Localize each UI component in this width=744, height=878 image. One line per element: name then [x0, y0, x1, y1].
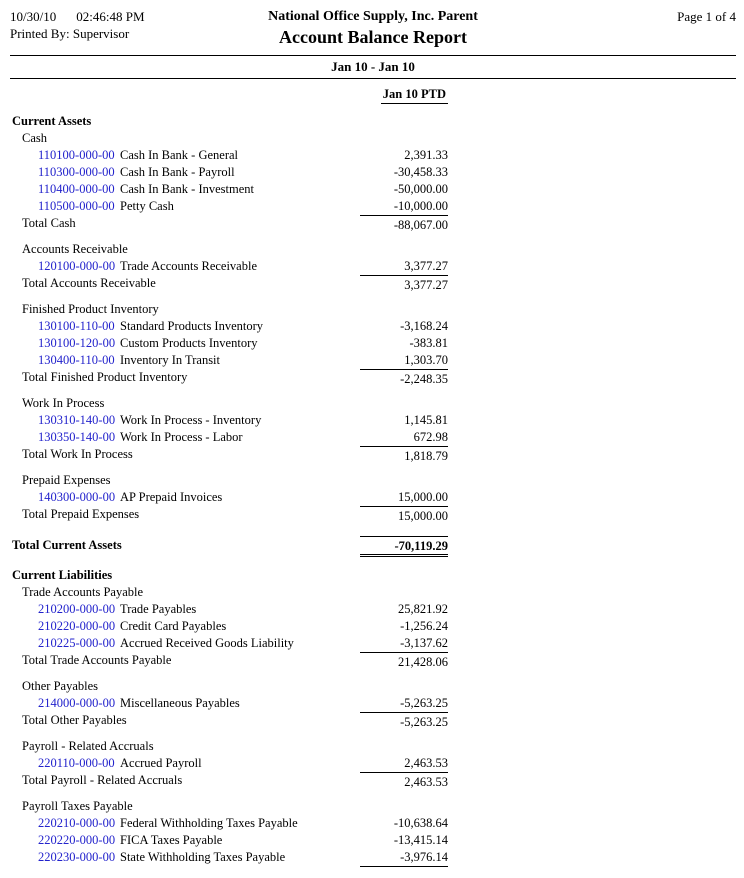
total-label: Total Accounts Receivable — [22, 276, 156, 290]
account-row — [10, 412, 448, 429]
account-number-link[interactable]: 210200-000-00 — [38, 602, 116, 616]
header-rule-bottom — [10, 78, 736, 79]
total-amount: 3,377.27 — [360, 275, 448, 294]
row-total — [10, 652, 448, 672]
company-name: National Office Supply, Inc. Parent — [268, 9, 478, 24]
print-datetime — [10, 8, 200, 25]
row-group — [10, 241, 448, 258]
total-label: Total Work In Process — [22, 447, 133, 461]
account-row — [10, 832, 448, 849]
account-number-link[interactable]: 130310-140-00 — [38, 413, 116, 427]
total-label: Total Prepaid Expenses — [22, 507, 140, 521]
account-description: Work In Process - Labor — [120, 430, 243, 444]
account-number-link[interactable]: 110500-000-00 — [38, 199, 115, 213]
report-rows — [10, 113, 448, 869]
report-header — [10, 8, 736, 49]
total-amount: 21,428.06 — [360, 652, 448, 671]
account-row — [10, 352, 448, 369]
account-amount: -1,256.24 — [400, 619, 448, 633]
account-row — [10, 618, 448, 635]
account-row — [10, 429, 448, 446]
total-amount: 1,818.79 — [360, 446, 448, 465]
account-row — [10, 601, 448, 618]
account-amount: -5,263.25 — [400, 696, 448, 710]
account-description: Federal Withholding Taxes Payable — [120, 816, 298, 830]
account-description: Cash In Bank - Payroll — [120, 165, 235, 179]
row-total — [10, 772, 448, 792]
account-row — [10, 258, 448, 275]
row-total — [10, 506, 448, 526]
row-group — [10, 738, 448, 755]
account-number-link[interactable]: 110300-000-00 — [38, 165, 115, 179]
account-number-link[interactable]: 130100-120-00 — [38, 336, 116, 350]
account-row — [10, 695, 448, 712]
account-description: Petty Cash — [120, 199, 174, 213]
account-number-link[interactable]: 220210-000-00 — [38, 816, 116, 830]
row-total — [10, 712, 448, 732]
row-grand — [10, 536, 448, 557]
row-total — [10, 369, 448, 389]
account-number-link[interactable]: 140300-000-00 — [38, 490, 116, 504]
printed-by: Printed By: Supervisor — [10, 26, 130, 41]
account-row — [10, 489, 448, 506]
account-amount: 1,303.70 — [404, 353, 448, 367]
account-group-label: Prepaid Expenses — [22, 473, 111, 487]
account-row — [10, 318, 448, 335]
row-group — [10, 584, 448, 601]
account-amount: -30,458.33 — [393, 165, 448, 179]
account-group-label: Cash — [22, 131, 47, 145]
report-title: Account Balance Report — [279, 27, 467, 47]
account-number-link[interactable]: 130350-140-00 — [38, 430, 116, 444]
account-description: State Withholding Taxes Payable — [120, 850, 286, 864]
total-label: Total Payroll - Related Accruals — [22, 773, 183, 787]
account-group-label: Other Payables — [22, 679, 99, 693]
account-number-link[interactable]: 210225-000-00 — [38, 636, 116, 650]
account-number-link[interactable]: 110100-000-00 — [38, 148, 115, 162]
total-label: Total Finished Product Inventory — [22, 370, 188, 384]
account-row — [10, 635, 448, 652]
account-amount: -3,137.62 — [400, 636, 448, 650]
total-rule — [360, 866, 448, 868]
row-section — [10, 567, 448, 584]
account-description: Work In Process - Inventory — [120, 413, 262, 427]
row-total — [10, 215, 448, 235]
account-amount: -10,000.00 — [393, 199, 448, 213]
account-group-label: Finished Product Inventory — [22, 302, 159, 316]
account-amount: 1,145.81 — [404, 413, 448, 427]
report-body — [10, 85, 448, 869]
column-header-row — [10, 85, 448, 107]
account-amount: 2,391.33 — [404, 148, 448, 162]
account-description: Cash In Bank - General — [120, 148, 239, 162]
row-endrule — [10, 866, 448, 869]
account-amount: 2,463.53 — [404, 756, 448, 770]
account-number-link[interactable]: 130100-110-00 — [38, 319, 115, 333]
row-total — [10, 275, 448, 295]
header-center — [200, 8, 546, 49]
column-header-jan10-ptd: Jan 10 PTD — [381, 87, 448, 104]
header-left — [10, 8, 200, 42]
account-row — [10, 849, 448, 866]
account-row — [10, 198, 448, 215]
total-label: Total Other Payables — [22, 713, 127, 727]
section-header-label: Current Assets — [12, 114, 92, 128]
account-amount: 3,377.27 — [404, 259, 448, 273]
total-amount: -5,263.25 — [360, 712, 448, 731]
row-group — [10, 130, 448, 147]
account-description: Credit Card Payables — [120, 619, 227, 633]
total-label: Total Trade Accounts Payable — [22, 653, 172, 667]
account-description: Miscellaneous Payables — [120, 696, 240, 710]
account-number-link[interactable]: 220110-000-00 — [38, 756, 115, 770]
account-number-link[interactable]: 214000-000-00 — [38, 696, 116, 710]
account-amount: -3,168.24 — [400, 319, 448, 333]
grand-total-label: Total Current Assets — [12, 538, 122, 552]
report-period: Jan 10 - Jan 10 — [331, 59, 415, 74]
account-description: Accrued Payroll — [120, 756, 202, 770]
account-row — [10, 181, 448, 198]
total-amount: 2,463.53 — [360, 772, 448, 791]
account-amount: 15,000.00 — [398, 490, 448, 504]
row-group — [10, 678, 448, 695]
account-description: FICA Taxes Payable — [120, 833, 223, 847]
account-row — [10, 164, 448, 181]
row-group — [10, 798, 448, 815]
row-spacer-lg — [10, 526, 448, 536]
account-number-link[interactable]: 220220-000-00 — [38, 833, 116, 847]
row-group — [10, 395, 448, 412]
print-time: 02:46:48 PM — [76, 9, 145, 24]
account-amount: -13,415.14 — [393, 833, 448, 847]
account-group-label: Accounts Receivable — [22, 242, 128, 256]
account-number-link[interactable]: 210220-000-00 — [38, 619, 116, 633]
row-group — [10, 301, 448, 318]
account-description: AP Prepaid Invoices — [120, 490, 223, 504]
account-row — [10, 755, 448, 772]
total-amount: -2,248.35 — [360, 369, 448, 388]
account-description: Accrued Received Goods Liability — [120, 636, 294, 650]
section-header-label: Current Liabilities — [12, 568, 113, 582]
account-amount: 25,821.92 — [398, 602, 448, 616]
account-group-label: Payroll Taxes Payable — [22, 799, 133, 813]
row-spacer-lg — [10, 557, 448, 567]
grand-total-amount: -70,119.29 — [360, 536, 448, 557]
row-total — [10, 446, 448, 466]
total-label: Total Cash — [22, 216, 76, 230]
account-row — [10, 147, 448, 164]
page-number: Page 1 of 4 — [677, 9, 736, 24]
account-amount: 672.98 — [413, 430, 448, 444]
account-description: Standard Products Inventory — [120, 319, 264, 333]
row-section — [10, 113, 448, 130]
account-group-label: Payroll - Related Accruals — [22, 739, 154, 753]
account-number-link[interactable]: 220230-000-00 — [38, 850, 116, 864]
account-amount: -50,000.00 — [393, 182, 448, 196]
account-number-link[interactable]: 130400-110-00 — [38, 353, 115, 367]
account-number-link[interactable]: 110400-000-00 — [38, 182, 115, 196]
account-row — [10, 815, 448, 832]
row-group — [10, 472, 448, 489]
total-amount: -88,067.00 — [360, 215, 448, 234]
account-description: Trade Accounts Receivable — [120, 259, 257, 273]
account-amount: -10,638.64 — [393, 816, 448, 830]
account-description: Cash In Bank - Investment — [120, 182, 255, 196]
total-amount: 15,000.00 — [360, 506, 448, 525]
account-description: Custom Products Inventory — [120, 336, 258, 350]
print-date: 10/30/10 — [10, 9, 57, 24]
account-group-label: Trade Accounts Payable — [22, 585, 144, 599]
account-description: Trade Payables — [120, 602, 197, 616]
account-row — [10, 335, 448, 352]
account-amount: -3,976.14 — [400, 850, 448, 864]
account-description: Inventory In Transit — [120, 353, 220, 367]
account-number-link[interactable]: 120100-000-00 — [38, 259, 116, 273]
account-group-label: Work In Process — [22, 396, 105, 410]
account-amount: -383.81 — [409, 336, 448, 350]
